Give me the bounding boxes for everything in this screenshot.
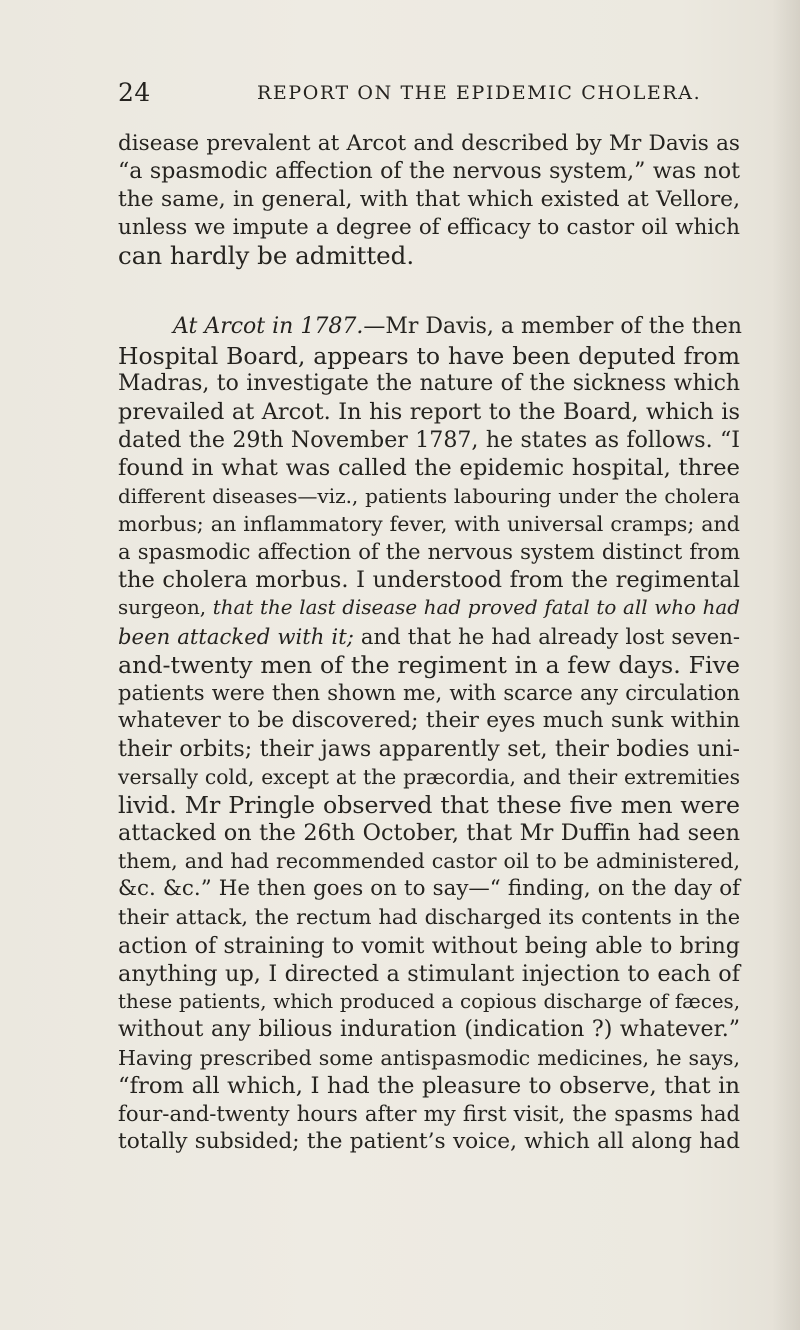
text-line: “from all which, I had the pleasure to observe, that in <box>118 1073 740 1099</box>
paragraph-2 <box>118 313 740 1156</box>
text-line: Hospital Board, appears to have been deputed from <box>118 341 740 370</box>
italic-run: that the last disease had proved fatal to all who had <box>212 596 741 620</box>
text-run: and that he had already lost seven- <box>353 623 740 649</box>
text-line: and-twenty men of the regiment in a few days. Five <box>118 650 740 679</box>
text-line: disease prevalent at Arcot and described by Mr Davis as <box>118 131 740 156</box>
text-line: these patients, which produced a copious discharge of fæces, <box>118 989 740 1013</box>
side-heading: At Arcot in 1787. <box>173 314 364 340</box>
text-line: anything up, I directed a stimulant injection to each of <box>118 960 740 987</box>
page-number: 24 <box>118 78 151 107</box>
text-line: attacked on the 26th October, that Mr Duffin had seen <box>118 820 740 847</box>
text-line: Having prescribed some antispasmodic medicines, he says, <box>118 1045 740 1070</box>
text-line: “a spasmodic affection of the nervous system,” was not <box>118 159 740 185</box>
text-line: patients were then shown me, with scarce any circulation <box>118 679 740 705</box>
text-line <box>118 623 740 651</box>
running-head <box>118 78 738 108</box>
text-line: can hardly be admitted. <box>118 241 415 271</box>
text-line <box>118 313 740 341</box>
text-run: —Mr Davis, a member of the then <box>363 314 742 340</box>
text-line: whatever to be discovered; their eyes much sunk within <box>118 707 740 733</box>
text-line: action of straining to vomit without being able to bring <box>118 932 740 959</box>
text-line <box>118 594 740 622</box>
text-run: surgeon, <box>118 596 213 620</box>
text-line: prevailed at Arcot. In his report to the Board, which is <box>118 398 740 425</box>
text-line: unless we impute a degree of efficacy to castor oil which <box>118 215 740 241</box>
text-line: the cholera morbus. I understood from the regimental <box>118 567 740 594</box>
text-line: morbus; an inflammatory fever, with universal cramps; and <box>118 512 740 537</box>
running-title: REPORT ON THE EPIDEMIC CHOLERA. <box>257 82 702 104</box>
text-line: their attack, the rectum had discharged its contents in the <box>118 905 740 930</box>
text-line: Madras, to investigate the nature of the sickness which <box>118 370 740 396</box>
page-edge-shadow <box>772 0 800 1330</box>
text-line: different diseases—viz., patients labouring under the cholera <box>118 484 740 509</box>
body-text <box>118 130 740 1156</box>
text-line: without any bilious induration (indication ?) whatever.” <box>118 1016 740 1042</box>
text-line: found in what was called the epidemic hospital, three <box>118 454 740 481</box>
text-line: them, and had recommended castor oil to be administered, <box>118 849 740 874</box>
text-line: dated the 29th November 1787, he states as follows. “I <box>118 426 740 453</box>
text-line: four-and-twenty hours after my first visit, the spasms had <box>118 1101 740 1127</box>
text-line: &c. &c.” He then goes on to say—“ finding, on the day of <box>118 876 740 902</box>
italic-run: been attacked with it; <box>118 623 354 649</box>
text-line: livid. Mr Pringle observed that these five men were <box>118 791 740 820</box>
text-line: versally cold, except at the præcordia, and their extremities <box>118 764 740 789</box>
paragraph-1 <box>118 130 740 270</box>
text-line: a spasmodic affection of the nervous system distinct from <box>118 539 740 565</box>
text-line: their orbits; their jaws apparently set, their bodies uni- <box>118 735 740 762</box>
text-line: totally subsided; the patient’s voice, which all along had <box>118 1129 740 1155</box>
text-line: the same, in general, with that which existed at Vellore, <box>118 187 740 213</box>
